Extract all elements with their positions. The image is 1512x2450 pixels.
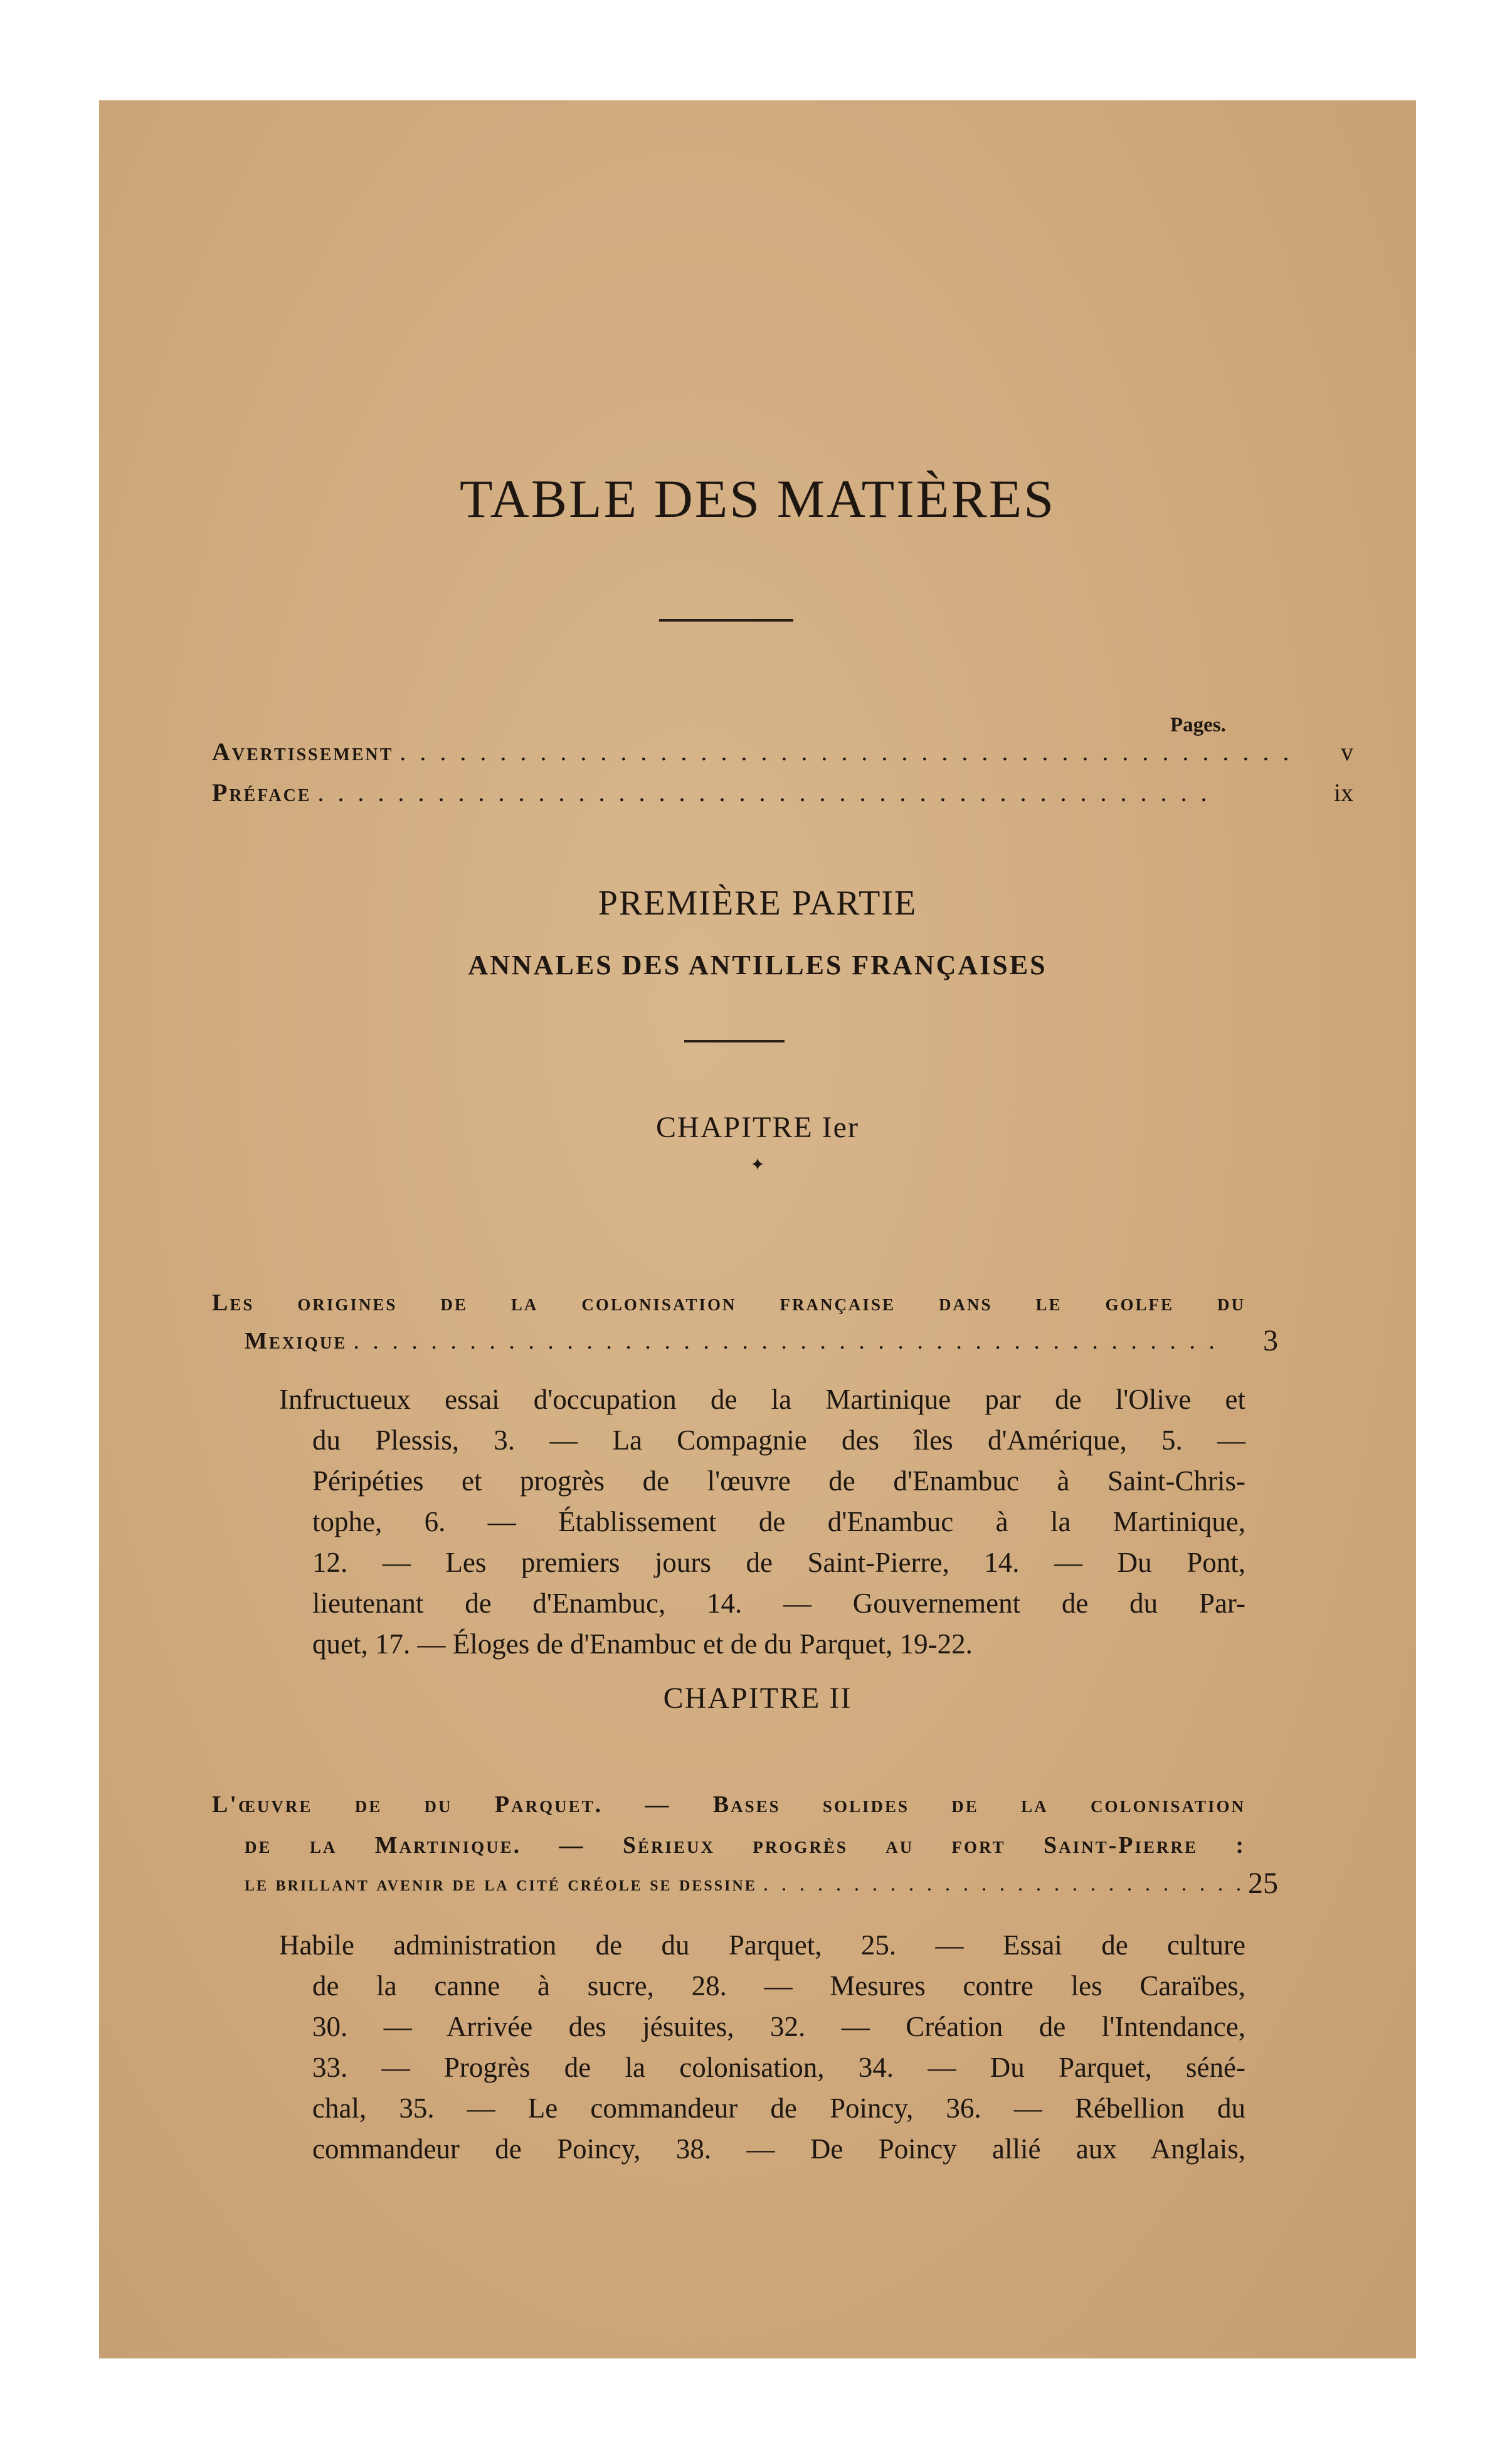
part-subtitle: ANNALES DES ANTILLES FRANÇAISES — [468, 950, 1047, 980]
part-title: PREMIÈRE PARTIE — [598, 884, 917, 923]
chapter-1-summary-line: quet, 17. — Éloges de d'Enambuc et de du Parquet, 19-22. — [312, 1628, 973, 1660]
chapter-2-summary-line: chal, 35. — Le commandeur de Poincy, 36. — Rébellion du — [312, 2092, 1245, 2124]
chapter-2-page: 25 — [1248, 1867, 1278, 1900]
leader-dots — [763, 1872, 1245, 1896]
leader-dots — [353, 1327, 1245, 1355]
chapter-1-summary-line: lieutenant de d'Enambuc, 14. — Gouvernement de du Par- — [312, 1588, 1245, 1619]
chapter-1-entry-line: Les origines de la colonisation française dans le golfe du — [212, 1290, 1245, 1316]
page-title: TABLE DES MATIÈRES — [459, 469, 1056, 529]
chapter-1-summary-line: 12. — Les premiers jours de Saint-Pierre, 14. — Du Pont, — [312, 1547, 1245, 1578]
chapter-1-summary-line: Péripéties et progrès de l'œuvre de d'Enambuc à Saint-Chris- — [312, 1465, 1245, 1497]
toc-entry-preface — [212, 778, 1353, 807]
chapter-1-summary-line: tophe, 6. — Établissement de d'Enambuc à la Martinique, — [312, 1506, 1245, 1537]
chapter-2-summary-line: 33. — Progrès de la colonisation, 34. — Du Parquet, séné- — [312, 2052, 1245, 2083]
toc-entry-page: v — [1341, 738, 1353, 766]
ornament-icon: ✦ — [750, 1155, 765, 1175]
leader-dots — [317, 778, 1283, 807]
title-rule — [659, 619, 793, 622]
scanned-page — [99, 100, 1416, 2358]
chapter-2-summary-line: 30. — Arrivée des jésuites, 32. — Création de l'Intendance, — [312, 2011, 1245, 2042]
chapter-1-heading: CHAPITRE Ier — [656, 1111, 859, 1144]
chapter-2-summary-line: commandeur de Poincy, 38. — De Poincy allié aux Anglais, — [312, 2133, 1245, 2165]
toc-entry-label: Préface — [212, 778, 312, 807]
chapter-2-summary-line: Habile administration de du Parquet, 25. — Essai de culture — [279, 1929, 1245, 1961]
chapter-2-heading: CHAPITRE II — [663, 1682, 852, 1715]
chapter-2-entry-line: de la Martinique. — Sérieux progrès au fort Saint-Pierre : — [245, 1832, 1245, 1859]
toc-entry-page: ix — [1333, 778, 1353, 807]
chapter-2-summary-line: de la canne à sucre, 28. — Mesures contre les Caraïbes, — [312, 1970, 1245, 2002]
pages-column-label: Pages. — [1170, 714, 1226, 736]
chapter-2-entry-line: le brillant avenir de la cité créole se dessine — [245, 1872, 757, 1896]
chapter-1-entry-last-line — [245, 1327, 1245, 1355]
chapter-1-page: 3 — [1263, 1324, 1278, 1357]
chapter-1-summary-line: du Plessis, 3. — La Compagnie des îles d'Amérique, 5. — — [312, 1424, 1245, 1456]
chapter-2-entry-last-line — [245, 1872, 1245, 1896]
chapter-1-summary-line: Infructueux essai d'occupation de la Martinique par de l'Olive et — [279, 1384, 1245, 1415]
toc-entry-avertissement — [212, 737, 1353, 766]
toc-entry-label: Avertissement — [212, 738, 394, 766]
chapter-2-entry-line: L'œuvre de du Parquet. — Bases solides de la colonisation — [212, 1791, 1245, 1818]
part-rule — [684, 1040, 785, 1042]
chapter-1-entry-line: Mexique — [245, 1328, 347, 1354]
leader-dots — [399, 737, 1353, 766]
